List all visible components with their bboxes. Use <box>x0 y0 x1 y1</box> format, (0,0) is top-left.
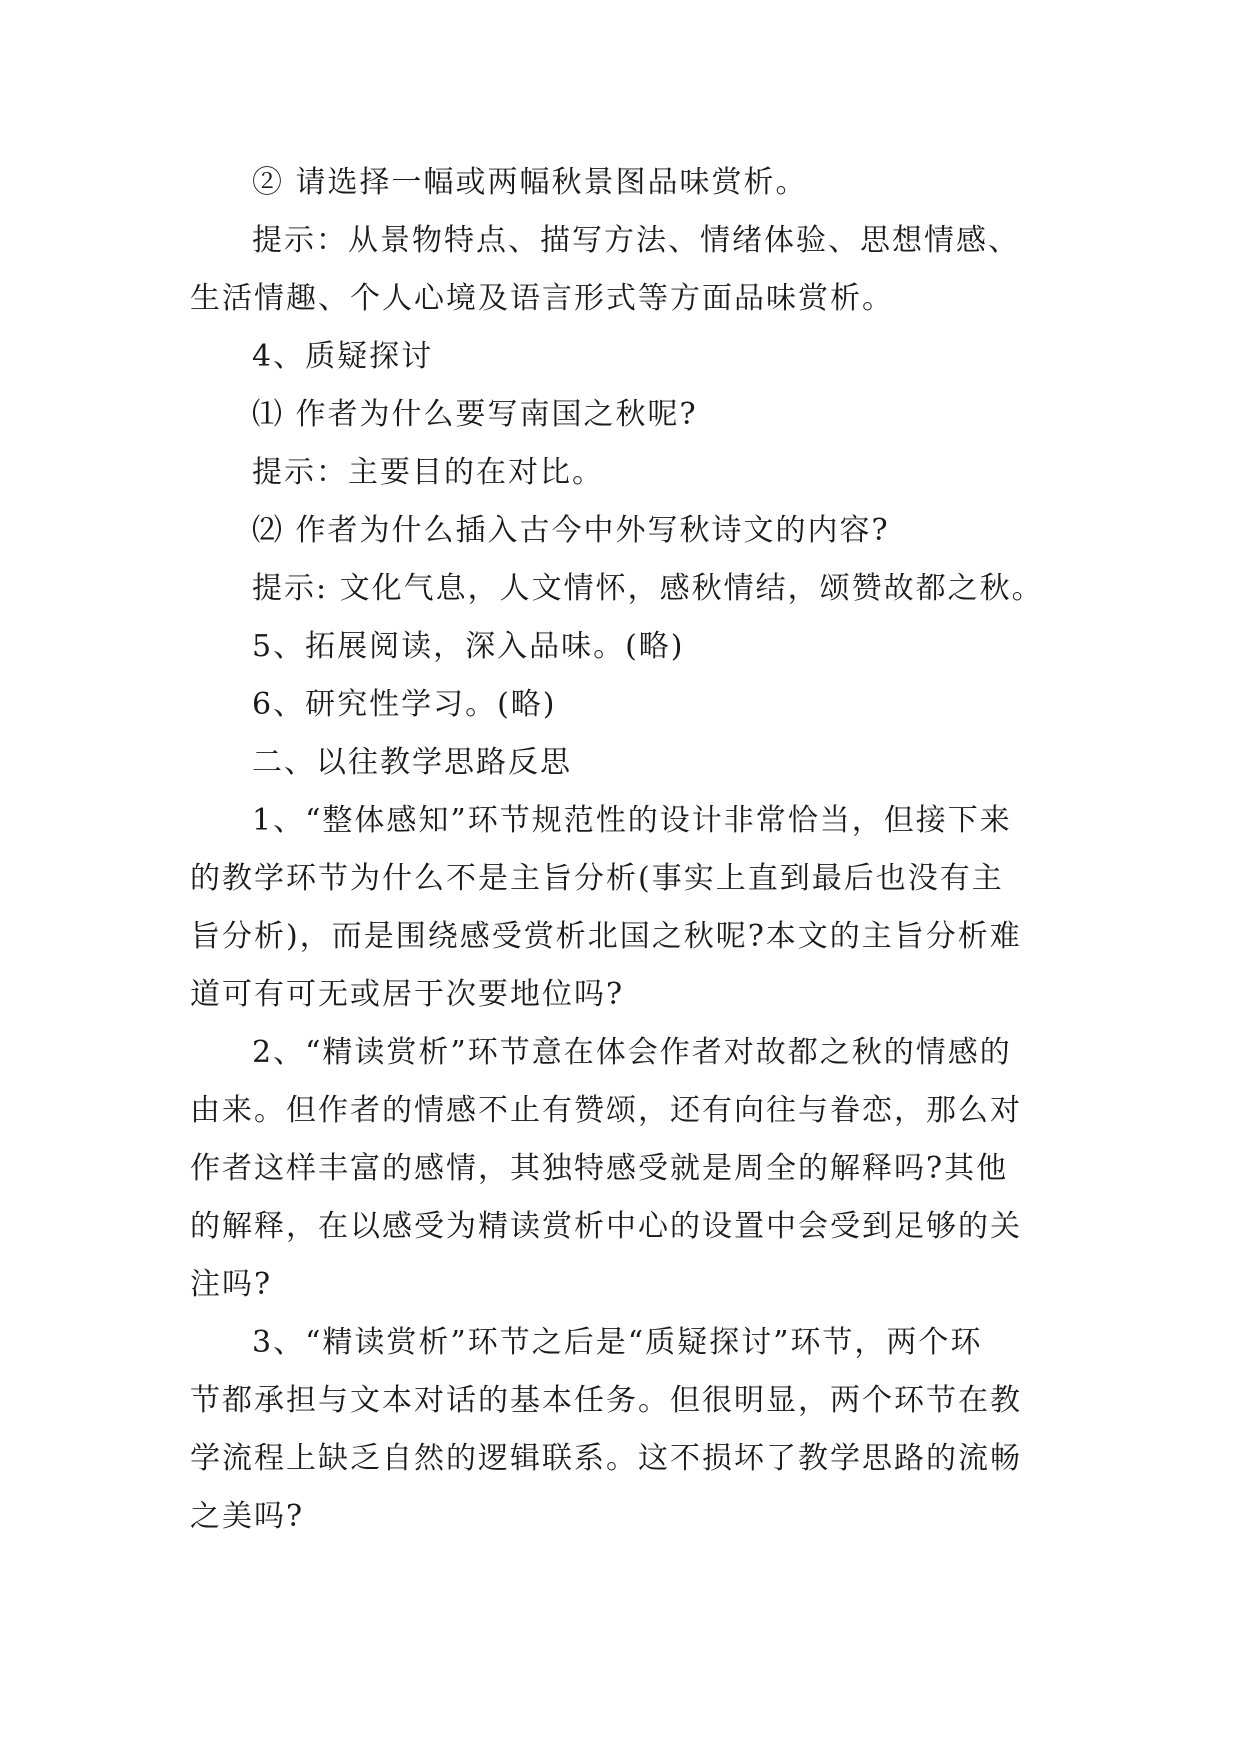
section-heading: 4、质疑探讨 <box>252 339 434 374</box>
text-line: 注吗? <box>190 1267 273 1302</box>
text-line: 3、“精读赏析”环节之后是“质疑探讨”环节，两个环 <box>252 1325 983 1360</box>
text-line: 提示：从景物特点、描写方法、情绪体验、思想情感、 <box>252 223 1020 258</box>
section-heading: 二、以往教学思路反思 <box>252 745 572 780</box>
text-line: 的教学环节为什么不是主旨分析(事实上直到最后也没有主 <box>190 861 1004 896</box>
text-line: 2、“精读赏析”环节意在体会作者对故都之秋的情感的 <box>252 1035 1012 1070</box>
text-line: 道可有可无或居于次要地位吗? <box>190 977 625 1012</box>
text-line: 之美吗? <box>190 1499 305 1534</box>
text-line: 提示：主要目的在对比。 <box>252 455 604 490</box>
text-line: 学流程上缺乏自然的逻辑联系。这不损坏了教学思路的流畅 <box>190 1441 1022 1476</box>
section-heading: 5、拓展阅读，深入品味。(略) <box>252 629 685 664</box>
text-line: 旨分析)，而是围绕感受赏析北国之秋呢?本文的主旨分析难 <box>190 919 1022 954</box>
text-line: 作者这样丰富的感情，其独特感受就是周全的解释吗?其他 <box>190 1151 1009 1186</box>
text-line: 生活情趣、个人心境及语言形式等方面品味赏析。 <box>190 281 894 316</box>
text-line: 节都承担与文本对话的基本任务。但很明显，两个环节在教 <box>190 1383 1022 1418</box>
text-line: 的解释，在以感受为精读赏析中心的设置中会受到足够的关 <box>190 1209 1022 1244</box>
text-line: 1、“整体感知”环节规范性的设计非常恰当，但接下来 <box>252 803 1012 838</box>
section-heading: 6、研究性学习。(略) <box>252 687 557 722</box>
text-line: ⑵ 作者为什么插入古今中外写秋诗文的内容? <box>252 513 890 548</box>
text-line: 提示: 文化气息，人文情怀，感秋情结，颂赞故都之秋。 <box>252 571 1044 606</box>
text-line: ② 请选择一幅或两幅秋景图品味赏析。 <box>252 165 808 200</box>
text-line: 由来。但作者的情感不止有赞颂，还有向往与眷恋，那么对 <box>190 1093 1022 1128</box>
text-line: ⑴ 作者为什么要写南国之秋呢? <box>252 397 698 432</box>
